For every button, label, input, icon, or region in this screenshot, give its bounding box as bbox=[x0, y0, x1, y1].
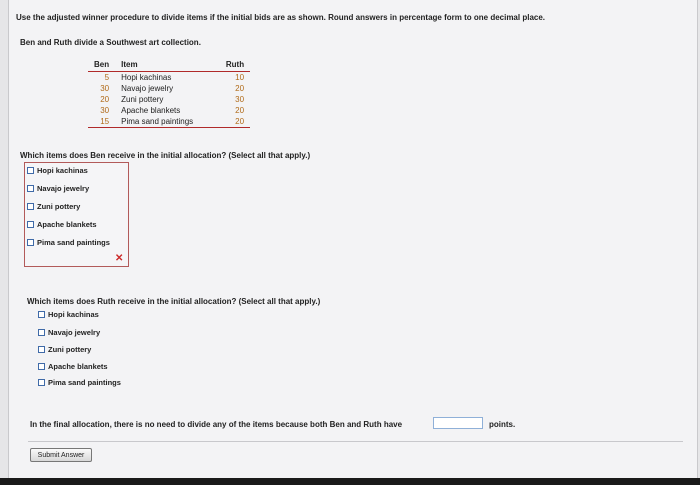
bids-table bbox=[88, 58, 250, 128]
checkbox[interactable] bbox=[27, 167, 34, 174]
option-label: Zuni pottery bbox=[37, 202, 81, 211]
option-label: Hopi kachinas bbox=[48, 310, 99, 319]
checkbox[interactable] bbox=[27, 239, 34, 246]
option-label: Hopi kachinas bbox=[37, 166, 88, 175]
header-ben: Ben bbox=[88, 58, 115, 72]
ruth-bid: 20 bbox=[235, 106, 245, 115]
divider bbox=[28, 441, 683, 442]
ruth-bid: 30 bbox=[235, 95, 245, 104]
question-ruth: Which items does Ruth receive in the initial allocation? (Select all that apply.) bbox=[27, 297, 321, 306]
ben-answer-group bbox=[24, 162, 129, 267]
checkbox[interactable] bbox=[27, 185, 34, 192]
incorrect-x-icon: ✕ bbox=[115, 253, 124, 264]
ben-option-zuni[interactable] bbox=[27, 202, 80, 211]
question-ben: Which items does Ben receive in the initial allocation? (Select all that apply.) bbox=[20, 151, 311, 160]
submit-answer-button[interactable]: Submit Answer bbox=[30, 448, 92, 462]
checkbox[interactable] bbox=[38, 311, 45, 318]
ruth-bid: 20 bbox=[199, 116, 250, 128]
table-row bbox=[88, 83, 250, 94]
item-name: Navajo jewelry bbox=[121, 84, 174, 93]
ruth-bid: 10 bbox=[235, 73, 245, 82]
screen-bottom-edge bbox=[0, 478, 700, 485]
item-name: Zuni pottery bbox=[121, 95, 164, 104]
instruction-text: Use the adjusted winner procedure to divide items if the initial bids are as shown. Round answers in percentage form to one decimal place. bbox=[16, 13, 546, 22]
table-row bbox=[88, 72, 250, 84]
option-label: Zuni pottery bbox=[48, 345, 92, 354]
table-header-row bbox=[88, 58, 250, 72]
ben-bid: 30 bbox=[100, 84, 110, 93]
header-ruth: Ruth bbox=[199, 58, 250, 72]
ben-option-navajo[interactable] bbox=[27, 184, 89, 193]
ruth-option-hopi[interactable] bbox=[38, 310, 99, 319]
item-name: Hopi kachinas bbox=[121, 73, 172, 82]
intro-text: Ben and Ruth divide a Southwest art collection. bbox=[20, 38, 201, 47]
ruth-option-navajo[interactable] bbox=[38, 328, 100, 337]
table-row bbox=[88, 94, 250, 105]
ruth-option-apache[interactable] bbox=[38, 362, 108, 371]
ben-option-pima[interactable] bbox=[27, 238, 110, 247]
ben-bid: 30 bbox=[100, 106, 110, 115]
ruth-option-pima[interactable] bbox=[38, 378, 121, 387]
option-label: Pima sand paintings bbox=[48, 378, 121, 387]
option-label: Pima sand paintings bbox=[37, 238, 110, 247]
item-name: Apache blankets bbox=[121, 106, 181, 115]
checkbox[interactable] bbox=[38, 363, 45, 370]
header-item: Item bbox=[115, 58, 199, 72]
ben-option-apache[interactable] bbox=[27, 220, 97, 229]
ruth-option-zuni[interactable] bbox=[38, 345, 91, 354]
ruth-bid: 20 bbox=[235, 84, 245, 93]
checkbox[interactable] bbox=[38, 379, 45, 386]
points-label: points. bbox=[489, 420, 516, 429]
table-row bbox=[88, 105, 250, 116]
ben-bid: 20 bbox=[100, 95, 110, 104]
option-label: Navajo jewelry bbox=[37, 184, 90, 193]
ben-bid: 5 bbox=[104, 73, 110, 82]
checkbox[interactable] bbox=[38, 346, 45, 353]
table-row bbox=[88, 116, 250, 128]
points-input[interactable] bbox=[433, 417, 483, 429]
item-name: Pima sand paintings bbox=[115, 116, 199, 128]
final-allocation-text: In the final allocation, there is no need to divide any of the items because both Ben and Ruth have bbox=[30, 420, 403, 429]
checkbox[interactable] bbox=[38, 329, 45, 336]
checkbox[interactable] bbox=[27, 203, 34, 210]
ben-option-hopi[interactable] bbox=[27, 166, 88, 175]
option-label: Apache blankets bbox=[37, 220, 97, 229]
ben-bid: 15 bbox=[88, 116, 115, 128]
option-label: Navajo jewelry bbox=[48, 328, 101, 337]
option-label: Apache blankets bbox=[48, 362, 108, 371]
checkbox[interactable] bbox=[27, 221, 34, 228]
